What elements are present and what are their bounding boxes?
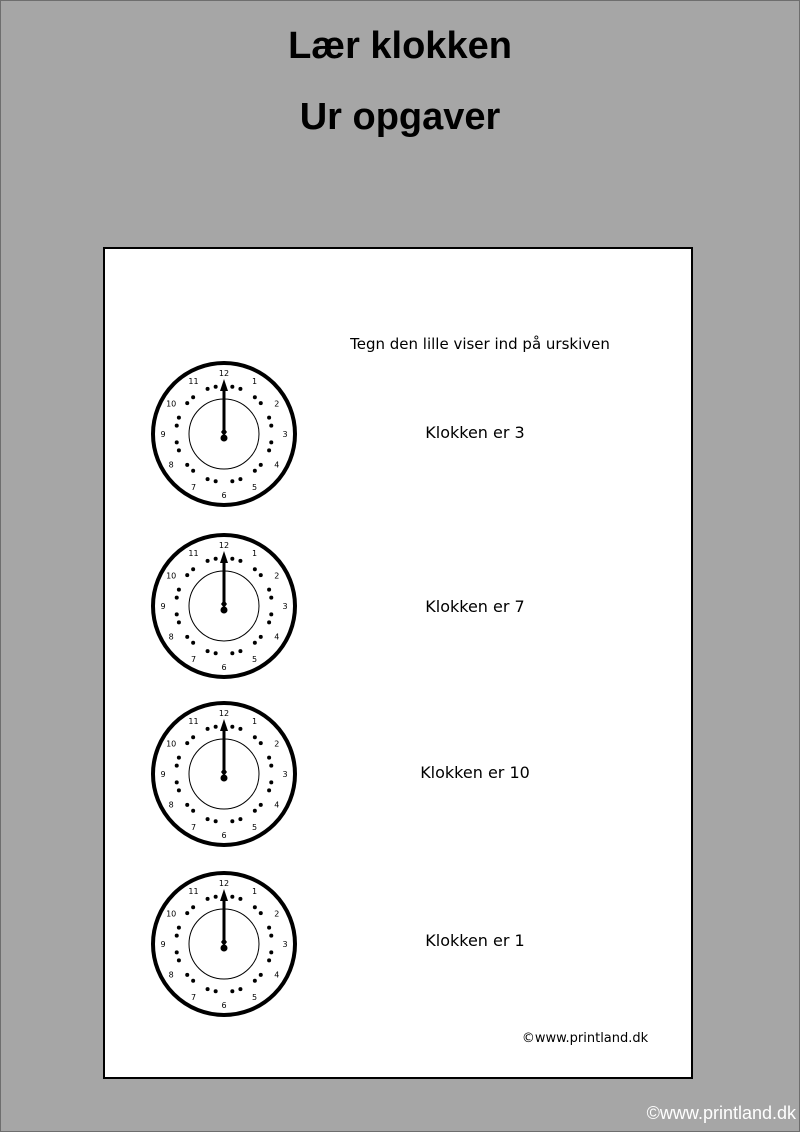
minute-dot	[206, 649, 210, 653]
minute-dot	[206, 559, 210, 563]
hour-number: 2	[274, 739, 280, 749]
minute-dot	[177, 620, 181, 624]
minute-dot	[175, 934, 179, 938]
hour-number: 9	[160, 430, 166, 439]
minute-dot	[185, 911, 189, 915]
minute-dot	[267, 588, 271, 592]
minute-dot	[177, 588, 181, 592]
minute-dot	[230, 557, 234, 561]
minute-dot	[185, 973, 189, 977]
minute-dot	[230, 651, 234, 655]
minute-dot	[175, 596, 179, 600]
hour-number: 1	[251, 549, 258, 559]
minute-dot	[230, 819, 234, 823]
minute-dot	[206, 817, 210, 821]
minute-dot	[185, 741, 189, 745]
minute-dot	[206, 897, 210, 901]
hour-number: 6	[221, 491, 227, 500]
hour-number: 12	[218, 709, 230, 718]
clock-face[interactable]	[149, 869, 299, 1019]
hour-number: 2	[274, 571, 280, 581]
minute-dot	[238, 559, 242, 563]
minute-dot	[238, 897, 242, 901]
hour-number: 3	[282, 940, 288, 949]
hour-number: 2	[274, 399, 280, 409]
minute-dot	[230, 989, 234, 993]
minute-dot	[175, 440, 179, 444]
minute-dot	[177, 958, 181, 962]
hour-number: 5	[251, 822, 258, 832]
page-subtitle: Ur opgaver	[299, 96, 501, 138]
minute-dot	[238, 817, 242, 821]
hour-number: 9	[160, 940, 166, 949]
minute-dot	[267, 926, 271, 930]
minute-dot	[269, 596, 273, 600]
minute-dot	[238, 387, 242, 391]
clock-center-dot	[221, 435, 228, 442]
minute-dot	[267, 448, 271, 452]
hour-number: 1	[251, 377, 258, 387]
minute-dot	[253, 469, 257, 473]
minute-dot	[253, 809, 257, 813]
page-title: Lær klokken	[288, 25, 512, 67]
hour-number: 4	[274, 460, 280, 470]
hour-number: 9	[160, 602, 166, 611]
minute-dot	[259, 401, 263, 405]
hour-number: 10	[166, 909, 177, 919]
minute-dot	[253, 979, 257, 983]
minute-dot	[267, 620, 271, 624]
minute-dot	[214, 725, 218, 729]
minute-dot	[267, 756, 271, 760]
minute-dot	[269, 440, 273, 444]
hour-number: 4	[274, 800, 280, 810]
minute-dot	[267, 416, 271, 420]
hour-number: 10	[166, 739, 177, 749]
minute-dot	[185, 573, 189, 577]
minute-dot	[259, 635, 263, 639]
task-label: Klokken er 3	[425, 423, 525, 442]
hour-number: 12	[218, 879, 230, 888]
hour-number: 5	[251, 654, 258, 664]
worksheet	[103, 247, 693, 1079]
hour-number: 8	[168, 632, 174, 642]
minute-dot	[259, 973, 263, 977]
task-label: Klokken er 1	[425, 931, 525, 950]
minute-dot	[214, 479, 218, 483]
minute-dot	[259, 803, 263, 807]
hour-number: 2	[274, 909, 280, 919]
minute-dot	[191, 641, 195, 645]
hour-number: 11	[188, 717, 199, 727]
clock-face[interactable]	[149, 699, 299, 849]
minute-dot	[185, 635, 189, 639]
hour-number: 1	[251, 717, 258, 727]
hour-number: 7	[190, 654, 197, 664]
minute-dot	[230, 479, 234, 483]
minute-dot	[230, 895, 234, 899]
minute-dot	[177, 448, 181, 452]
minute-dot	[206, 727, 210, 731]
minute-dot	[269, 764, 273, 768]
minute-dot	[267, 958, 271, 962]
hour-number: 10	[166, 571, 177, 581]
minute-dot	[269, 780, 273, 784]
task-row	[105, 869, 691, 1019]
minute-dot	[238, 477, 242, 481]
minute-dot	[238, 987, 242, 991]
minute-dot	[214, 385, 218, 389]
hour-number: 6	[221, 1001, 227, 1010]
minute-dot	[191, 905, 195, 909]
task-label: Klokken er 7	[425, 597, 525, 616]
clock-center-dot	[221, 607, 228, 614]
minute-dot	[238, 727, 242, 731]
minute-dot	[267, 788, 271, 792]
minute-dot	[238, 649, 242, 653]
worksheet-copyright: ©www.printland.dk	[521, 1031, 649, 1046]
minute-dot	[175, 780, 179, 784]
minute-dot	[230, 385, 234, 389]
minute-dot	[253, 395, 257, 399]
minute-dot	[214, 651, 218, 655]
minute-dot	[191, 735, 195, 739]
minute-dot	[253, 641, 257, 645]
minute-dot	[191, 395, 195, 399]
footer-copyright: ©www.printland.dk	[646, 1103, 796, 1123]
minute-dot	[269, 612, 273, 616]
minute-dot	[177, 756, 181, 760]
task-row	[105, 531, 691, 681]
hour-number: 5	[251, 482, 258, 492]
task-row	[105, 359, 691, 509]
hour-number: 11	[188, 887, 199, 897]
minute-dot	[177, 926, 181, 930]
minute-dot	[214, 989, 218, 993]
hour-number: 1	[251, 887, 258, 897]
clock-face[interactable]	[149, 359, 299, 509]
hour-number: 8	[168, 800, 174, 810]
minute-dot	[269, 424, 273, 428]
task-label: Klokken er 10	[420, 763, 530, 782]
minute-dot	[259, 573, 263, 577]
hour-number: 12	[218, 369, 230, 378]
minute-dot	[175, 950, 179, 954]
hour-number: 6	[221, 831, 227, 840]
minute-dot	[191, 469, 195, 473]
minute-dot	[185, 463, 189, 467]
clock-center-dot	[221, 775, 228, 782]
minute-dot	[259, 463, 263, 467]
minute-dot	[177, 416, 181, 420]
hour-number: 11	[188, 549, 199, 559]
minute-dot	[230, 725, 234, 729]
minute-dot	[175, 424, 179, 428]
minute-dot	[214, 895, 218, 899]
hour-number: 6	[221, 663, 227, 672]
hour-number: 7	[190, 992, 197, 1002]
minute-dot	[253, 735, 257, 739]
minute-dot	[269, 934, 273, 938]
hour-number: 8	[168, 460, 174, 470]
hour-number: 5	[251, 992, 258, 1002]
minute-dot	[253, 905, 257, 909]
hour-number: 3	[282, 430, 288, 439]
minute-dot	[175, 764, 179, 768]
minute-dot	[259, 911, 263, 915]
minute-dot	[191, 567, 195, 571]
minute-dot	[269, 950, 273, 954]
minute-dot	[191, 809, 195, 813]
minute-dot	[177, 788, 181, 792]
hour-number: 7	[190, 822, 197, 832]
instruction-text: Tegn den lille viser ind på urskiven	[350, 335, 610, 353]
hour-number: 9	[160, 770, 166, 779]
hour-number: 8	[168, 970, 174, 980]
hour-number: 4	[274, 632, 280, 642]
clock-center-dot	[221, 945, 228, 952]
hour-number: 10	[166, 399, 177, 409]
hour-number: 3	[282, 770, 288, 779]
minute-dot	[206, 987, 210, 991]
minute-dot	[185, 803, 189, 807]
task-row	[105, 699, 691, 849]
minute-dot	[214, 557, 218, 561]
hour-number: 7	[190, 482, 197, 492]
minute-dot	[206, 387, 210, 391]
minute-dot	[253, 567, 257, 571]
minute-dot	[206, 477, 210, 481]
minute-dot	[185, 401, 189, 405]
minute-dot	[191, 979, 195, 983]
minute-dot	[175, 612, 179, 616]
clock-face[interactable]	[149, 531, 299, 681]
hour-number: 4	[274, 970, 280, 980]
minute-dot	[214, 819, 218, 823]
hour-number: 3	[282, 602, 288, 611]
minute-dot	[259, 741, 263, 745]
hour-number: 12	[218, 541, 230, 550]
hour-number: 11	[188, 377, 199, 387]
